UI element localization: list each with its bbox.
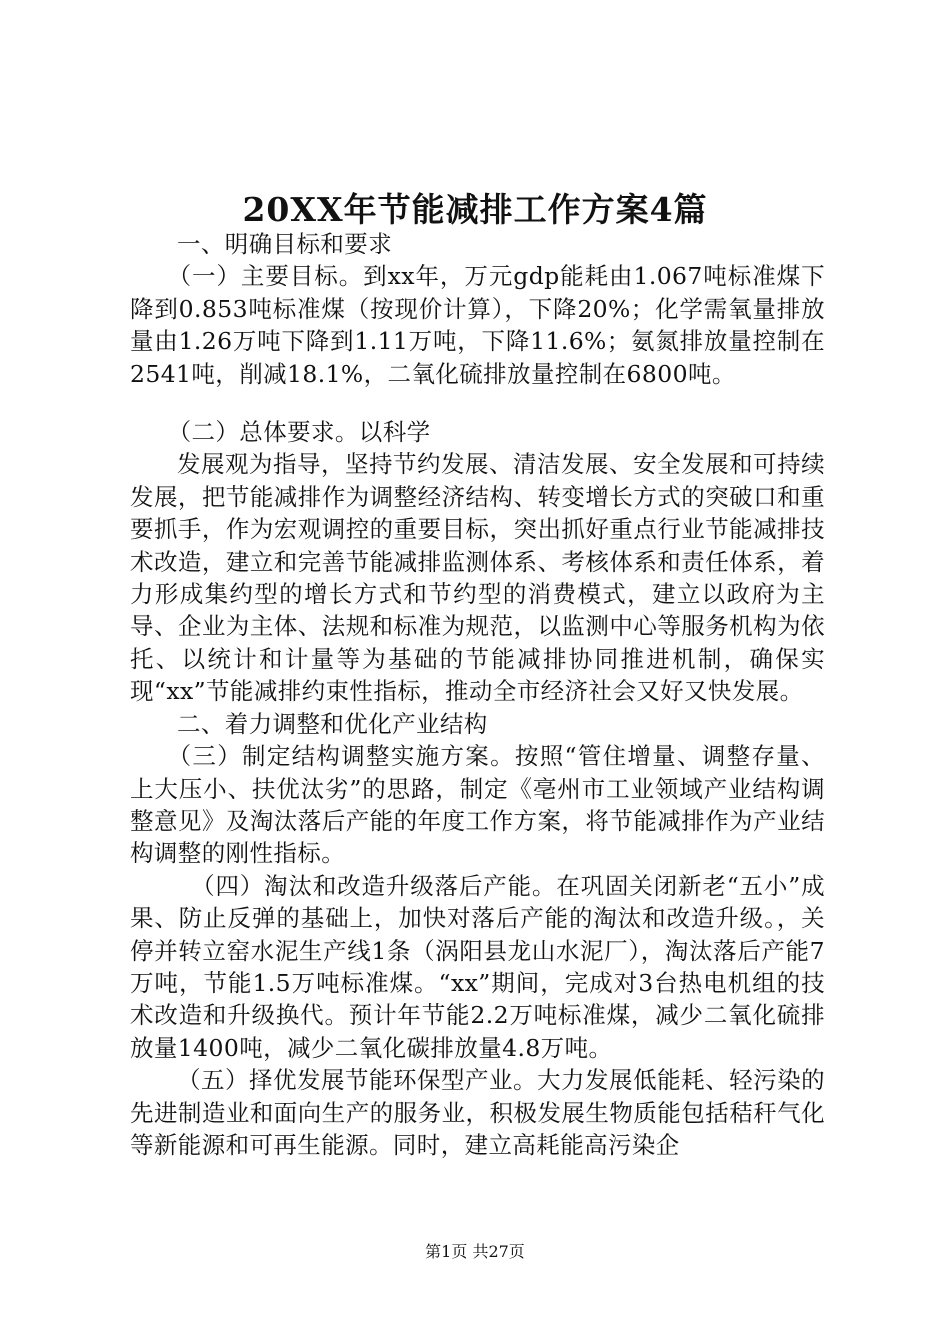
paragraph-eliminate-backward-capacity: （四）淘汰和改造升级落后产能。在巩固关闭新老“五小”成果、防止反弹的基础上，加快对落后产能的淘汰和改造升级。，关停并转立窑水泥生产线1条（涡阳县龙山水泥厂），淘汰落后产能7万吨，节能1.5万吨标准煤。“xx”期间，完成对3台热电机组的技术改造和升级换代。预计年节能2.2万吨标准煤，减少二氧化硫排放量1400吨，减少二氧化碳排放量4.8万吨。 — [130, 871, 825, 1062]
paragraph-general-requirements: 发展观为指导，坚持节约发展、清洁发展、安全发展和可持续发展，把节能减排作为调整经济结构、转变增长方式的突破口和重要抓手，作为宏观调控的重要目标，突出抓好重点行业节能减排技术改造，建立和完善节能减排监测体系、考核体系和责任体系，着力形成集约型的增长方式和节约型的消费模式，建立以政府为主导、企业为主体、法规和标准为规范，以监测中心等服务机构为依托、以统计和计量等为基础的节能减排协同推进机制，确保实现“xx”节能减排约束性指标，推动全市经济社会又好又快发展。 — [130, 450, 825, 706]
section-heading-2: 二、着力调整和优化产业结构 — [177, 709, 488, 738]
page-footer: 第1页 共27页 — [425, 1242, 525, 1261]
paragraph-main-goals: （一）主要目标。到xx年，万元gdp能耗由1.067吨标准煤下降到0.853吨标准煤（按现价计算），下降20%；化学需氧量排放量由1.26万吨下降到1.11万吨，下降11.6%；氨氮排放量控制在2541吨，削减18.1%，二氧化硫排放量控制在6800吨。 — [130, 262, 825, 388]
section-heading-1: 一、明确目标和要求 — [177, 230, 393, 258]
document-title: 20XX年节能减排工作方案4篇 — [242, 190, 708, 229]
paragraph-green-industry: （五）择优发展节能环保型产业。大力发展低能耗、轻污染的先进制造业和面向生产的服务业，积极发展生物质能包括秸秆气化等新能源和可再生能源。同时，建立高耗能高污染企 — [130, 1066, 825, 1159]
document-body — [130, 228, 825, 1161]
paragraph-structure-plan: （三）制定结构调整实施方案。按照“管住增量、调整存量、上大压小、扶优汰劣”的思路，制定《亳州市工业领域产业结构调整意见》及淘汰落后产能的年度工作方案，将节能减排作为产业结构调整的刚性指标。 — [130, 742, 825, 868]
paragraph-general-requirements-heading: （二）总体要求。以科学 — [167, 418, 431, 447]
